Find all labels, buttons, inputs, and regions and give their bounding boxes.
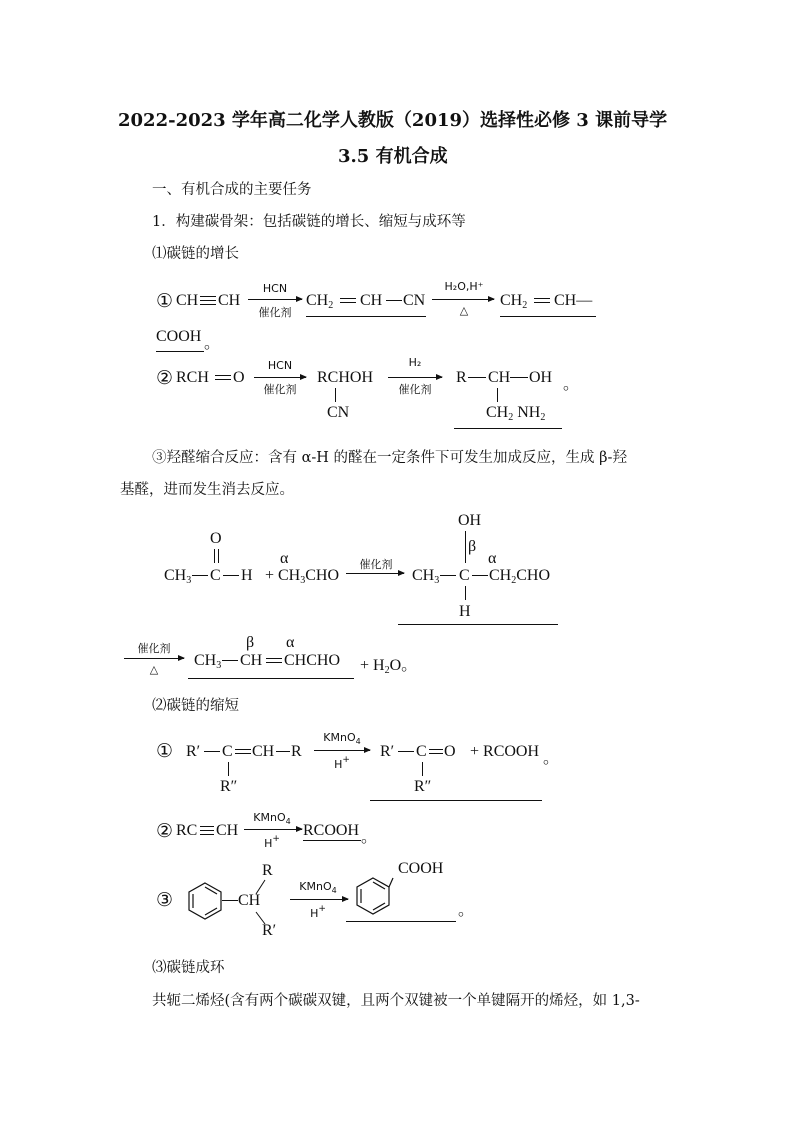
- reaction-arrow: [244, 829, 302, 830]
- section-heading: 一、有机合成的主要任务: [152, 182, 312, 198]
- condition-top: H₂: [408, 356, 422, 369]
- formula-text: RC: [176, 822, 198, 839]
- formula-text: C: [416, 743, 427, 760]
- condition-top: KMnO$_4$: [323, 731, 361, 746]
- reaction-number: ③: [156, 889, 174, 911]
- double-bond: [266, 658, 282, 663]
- formula-text: O: [233, 369, 245, 386]
- condition-top: KMnO$_4$: [299, 880, 337, 895]
- period: 。: [543, 750, 560, 767]
- single-bond: [222, 660, 238, 661]
- triple-bond: [200, 296, 216, 305]
- paragraph-conjugated-diene: 共轭二烯烃(含有两个碳碳双键，且两个双键被一个单键隔开的烯烃，如 1,3-: [152, 993, 640, 1009]
- formula-text: CH: [360, 292, 383, 309]
- answer-underline: [346, 921, 456, 922]
- formula-text: CN: [327, 404, 350, 421]
- formula-text: RCHOH: [317, 369, 374, 386]
- formula-text: $CH_2CHO$: [489, 567, 551, 586]
- answer-underline: [370, 800, 542, 801]
- formula-text: $CH_3$: [164, 567, 192, 586]
- single-bond: [222, 900, 238, 901]
- single-bond: [497, 388, 498, 402]
- condition-top: KMnO$_4$: [253, 811, 291, 826]
- formula-text: + $H_2O$。: [360, 657, 418, 676]
- formula-text: R″: [414, 778, 432, 795]
- alpha-label: α: [286, 634, 295, 651]
- formula-text: COOH: [156, 328, 202, 345]
- formula-text: CH: [240, 652, 263, 669]
- benzene-ring-icon: [184, 880, 226, 922]
- reaction-arrow: [314, 750, 370, 751]
- formula-text: CHCHO: [284, 652, 341, 669]
- paragraph-aldol-line2: 基醛，进而发生消去反应。: [120, 482, 294, 498]
- formula-text: $CH_2$: [306, 292, 334, 311]
- formula-text: C: [459, 567, 470, 584]
- formula-text: RCH: [176, 369, 209, 386]
- single-bond: [223, 575, 239, 576]
- condition-bottom: 催化剂: [258, 306, 292, 319]
- single-bond: [472, 575, 488, 576]
- formula-text: $CH_3$: [194, 652, 222, 671]
- formula-text: R′: [262, 922, 277, 939]
- reaction-arrow: [124, 658, 184, 659]
- answer-underline: [303, 840, 361, 841]
- formula-text: R″: [220, 778, 238, 795]
- reaction-arrow: [432, 299, 494, 300]
- single-bond: [440, 575, 456, 576]
- single-bond: [335, 388, 336, 402]
- single-bond: [468, 377, 486, 378]
- condition-top: HCN: [262, 282, 288, 295]
- condition-bottom: H+: [334, 755, 350, 771]
- formula-text: R: [262, 862, 273, 879]
- page-title: 2022-2023 学年高二化学人教版（2019）选择性必修 3 课前导学: [118, 110, 668, 131]
- condition-bottom: H+: [310, 904, 326, 920]
- formula-text: C: [210, 567, 221, 584]
- formula-text: R: [291, 743, 302, 760]
- double-bond: [429, 749, 443, 754]
- condition-top: HCN: [267, 359, 293, 372]
- period: 。: [458, 902, 475, 919]
- answer-underline: [306, 316, 426, 317]
- formula-text: $CH_3CHO$: [278, 567, 340, 586]
- triple-bond: [200, 826, 214, 835]
- formula-text: OH: [458, 512, 482, 529]
- reaction-arrow: [290, 899, 348, 900]
- alpha-label: α: [488, 550, 497, 567]
- double-bond: [235, 749, 251, 754]
- single-bond: [465, 531, 466, 563]
- formula-text: CH: [176, 292, 199, 309]
- period: 。: [563, 376, 580, 393]
- condition-top: 催化剂: [359, 558, 393, 571]
- formula-text: R: [456, 369, 467, 386]
- formula-text: H: [241, 567, 253, 584]
- period: 。: [204, 335, 221, 352]
- answer-underline: [500, 316, 596, 317]
- formula-text: $CH_2$: [500, 292, 528, 311]
- condition-bottom: △: [149, 663, 159, 676]
- single-bond: [204, 751, 220, 752]
- condition-bottom: △: [459, 304, 469, 317]
- formula-text: C: [222, 743, 233, 760]
- formula-text: R′: [186, 743, 201, 760]
- alpha-label: α: [280, 550, 289, 567]
- plus-sign: +: [265, 567, 275, 584]
- reaction-arrow: [388, 377, 442, 378]
- bond-lines: [252, 876, 272, 928]
- formula-text: $CH_3$: [412, 567, 440, 586]
- single-bond: [422, 762, 423, 776]
- reaction-arrow: [346, 573, 404, 574]
- reaction-number: ②: [156, 367, 174, 389]
- item-heading: 1．构建碳骨架：包括碳链的增长、缩短与成环等: [152, 214, 466, 230]
- formula-text: COOH: [398, 860, 444, 877]
- single-bond: [228, 762, 229, 776]
- paragraph-aldol-line1: ③羟醛缩合反应：含有 α-H 的醛在一定条件下可发生加成反应，生成 β-羟: [152, 450, 627, 466]
- single-bond: [398, 751, 414, 752]
- beta-label: β: [468, 538, 477, 555]
- answer-underline: [188, 678, 354, 679]
- formula-text: H: [459, 603, 471, 620]
- benzene-ring-icon: [352, 874, 394, 918]
- subheading-ring-formation: ⑶碳链成环: [152, 960, 225, 976]
- page-subtitle: 3.5 有机合成: [338, 146, 448, 167]
- formula-text: $CH_2$ $NH_2$: [486, 404, 546, 423]
- formula-text: CH: [252, 743, 275, 760]
- formula-text: + RCOOH: [470, 743, 540, 760]
- formula-text: CH—: [554, 292, 593, 309]
- formula-text: CH: [238, 892, 261, 909]
- condition-bottom: H+: [264, 834, 280, 850]
- subheading-chain-growth: ⑴碳链的增长: [152, 246, 239, 262]
- condition-top: H₂O,H⁺: [444, 280, 484, 293]
- double-bond: [214, 549, 215, 563]
- formula-text: CN: [403, 292, 426, 309]
- formula-text: CH: [488, 369, 511, 386]
- answer-underline: [398, 624, 558, 625]
- beta-label: β: [246, 634, 255, 651]
- condition-bottom: 催化剂: [398, 383, 432, 396]
- answer-underline: [156, 351, 204, 352]
- single-bond: [510, 377, 528, 378]
- double-bond: [215, 375, 231, 380]
- reaction-arrow: [254, 377, 306, 378]
- formula-text: CH: [218, 292, 241, 309]
- condition-bottom: 催化剂: [263, 383, 297, 396]
- double-bond: [218, 549, 219, 563]
- formula-text: O: [444, 743, 456, 760]
- single-bond: [276, 751, 290, 752]
- formula-text: O: [210, 530, 222, 547]
- condition-top: 催化剂: [137, 642, 171, 655]
- subheading-chain-shortening: ⑵碳链的缩短: [152, 698, 239, 714]
- formula-text: OH: [529, 369, 553, 386]
- reaction-number: ①: [156, 740, 174, 762]
- single-bond: [465, 586, 466, 600]
- period: 。: [361, 829, 378, 846]
- reaction-arrow: [248, 299, 302, 300]
- single-bond: [192, 575, 208, 576]
- formula-text: CH: [216, 822, 239, 839]
- reaction-number: ①: [156, 290, 174, 312]
- reaction-number: ②: [156, 820, 174, 842]
- double-bond: [534, 298, 550, 303]
- single-bond: [386, 300, 402, 301]
- formula-text: RCOOH: [303, 822, 360, 839]
- formula-text: R′: [380, 743, 395, 760]
- double-bond: [340, 298, 356, 303]
- answer-underline: [454, 428, 562, 429]
